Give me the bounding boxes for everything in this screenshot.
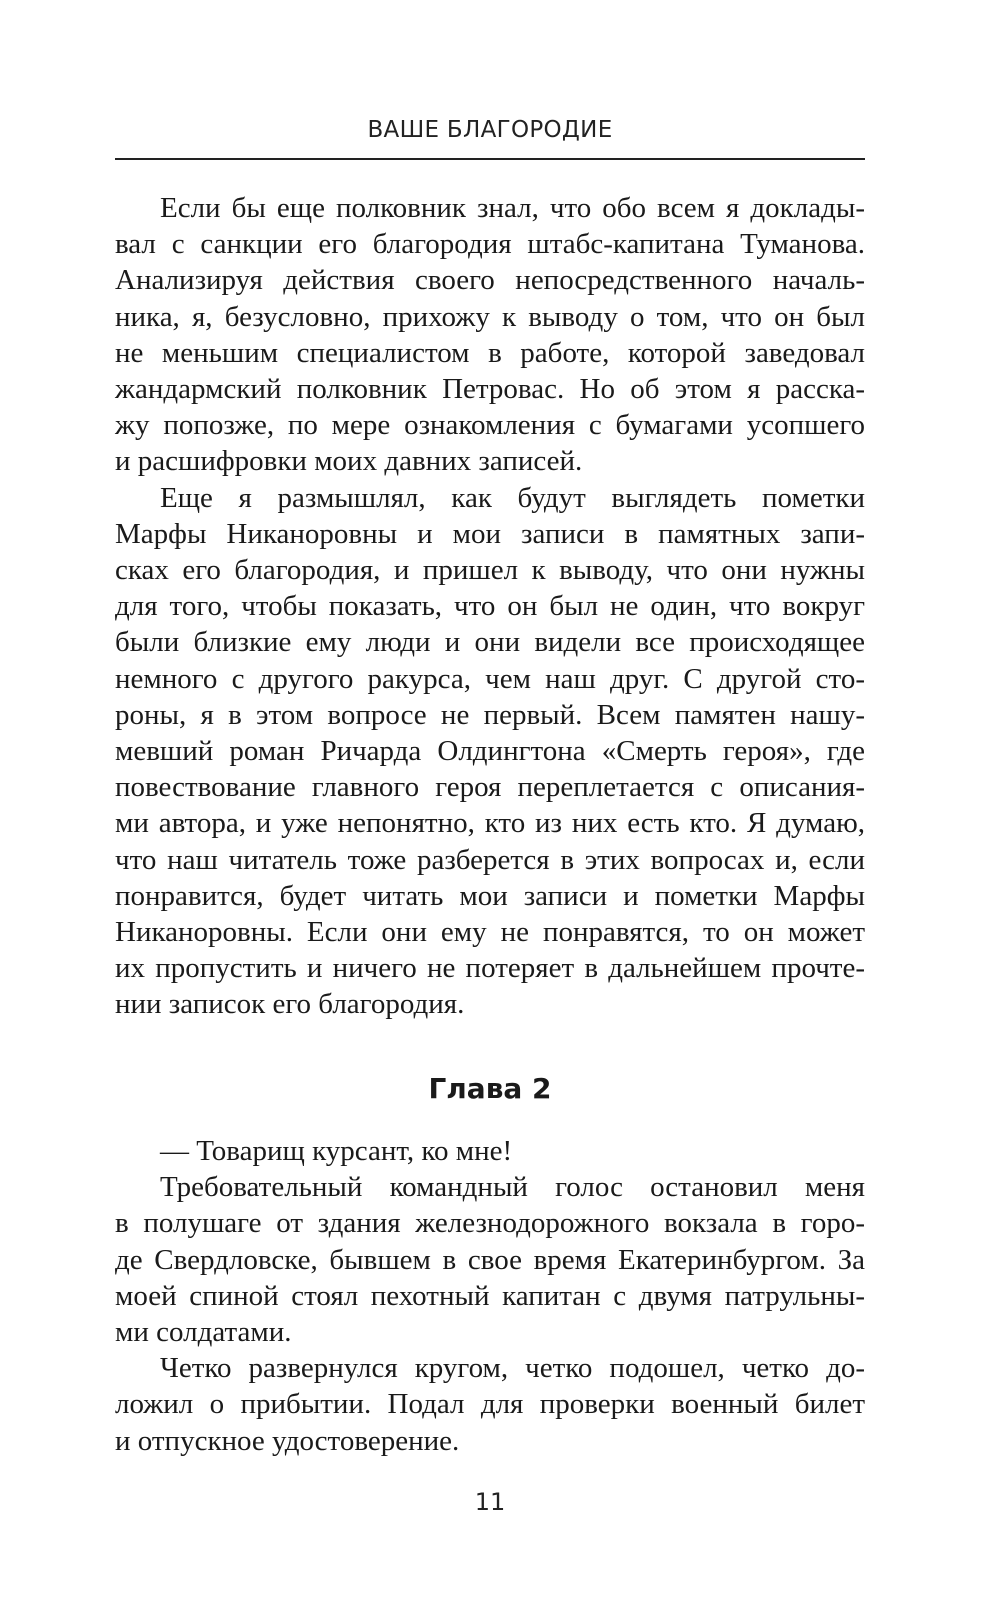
text-line: вал с санкции его благородия штабс-капитана Туманова. xyxy=(115,228,865,261)
paragraph xyxy=(115,1350,865,1459)
text-line: для того, чтобы показать, что он был не один, что вокруг xyxy=(115,590,865,623)
text-line: Еще я размышлял, как будут выглядеть пометки xyxy=(160,481,865,514)
text-line: Требовательный командный голос остановил меня xyxy=(160,1171,865,1204)
text-line: ложил о прибытии. Подал для проверки военный билет xyxy=(115,1388,865,1421)
text-line: Анализируя действия своего непосредственного началь- xyxy=(115,264,865,297)
text-line: мевший роман Ричарда Олдингтона «Смерть героя», где xyxy=(115,735,865,768)
text-line: сках его благородия, и пришел к выводу, что они нужны xyxy=(115,554,865,587)
text-line: жандармский полковник Петровас. Но об этом я расска- xyxy=(115,373,865,406)
text-line: и расшифровки моих давних записей. xyxy=(115,445,583,478)
text-line: жу попозже, по мере ознакомления с бумагами усопшего xyxy=(115,409,865,442)
text-line: повествование главного героя переплетается с описания- xyxy=(115,771,865,804)
text-line: Никаноровны. Если они ему не понравятся, то он может xyxy=(115,916,865,949)
text-line: нии записок его благородия. xyxy=(115,988,465,1021)
chapter-title: Глава 2 xyxy=(428,1072,552,1105)
text-line: ника, я, безусловно, прихожу к выводу о том, что он был xyxy=(115,300,865,333)
text-line: немного с другого ракурса, чем наш друг. С другой сто- xyxy=(115,662,865,695)
text-line: в полушаге от здания железнодорожного вокзала в горо- xyxy=(115,1207,865,1240)
running-head: ВАШЕ БЛАГОРОДИЕ xyxy=(367,117,613,143)
text-line: и отпускное удостоверение. xyxy=(115,1424,460,1457)
text-line: ми автора, и уже непонятно, кто из них есть кто. Я думаю, xyxy=(115,807,865,840)
section-1-text xyxy=(115,190,865,1023)
paragraph xyxy=(115,480,865,1023)
paragraph xyxy=(115,1133,865,1169)
text-line: де Свердловске, бывшем в свое время Екатеринбургом. За xyxy=(115,1243,865,1276)
text-line: Если бы еще полковник знал, что обо всем я доклады- xyxy=(160,192,865,224)
header-rule xyxy=(115,158,865,160)
text-line: были близкие ему люди и они видели все происходящее xyxy=(115,626,865,659)
text-line: Четко развернулся кругом, четко подошел, четко до- xyxy=(160,1352,865,1385)
section-2-text xyxy=(115,1133,865,1459)
paragraph xyxy=(115,190,865,480)
page-number: 11 xyxy=(474,1488,506,1516)
text-line: моей спиной стоял пехотный капитан с двумя патрульны- xyxy=(115,1279,865,1312)
text-line: ми солдатами. xyxy=(115,1316,292,1349)
text-line: что наш читатель тоже разберется в этих вопросах и, если xyxy=(115,843,865,876)
text-line: роны, я в этом вопросе не первый. Всем памятен нашу- xyxy=(115,698,865,731)
paragraph xyxy=(115,1169,865,1350)
text-line: их пропустить и ничего не потеряет в дальнейшем прочте- xyxy=(115,952,865,985)
text-line: понравится, будет читать мои записи и пометки Марфы xyxy=(115,879,865,912)
text-line: Марфы Никаноровны и мои записи в памятных запи- xyxy=(115,517,865,550)
text-line: — Товарищ курсант, ко мне! xyxy=(160,1135,513,1167)
text-line: не меньшим специалистом в работе, которой заведовал xyxy=(115,336,865,369)
